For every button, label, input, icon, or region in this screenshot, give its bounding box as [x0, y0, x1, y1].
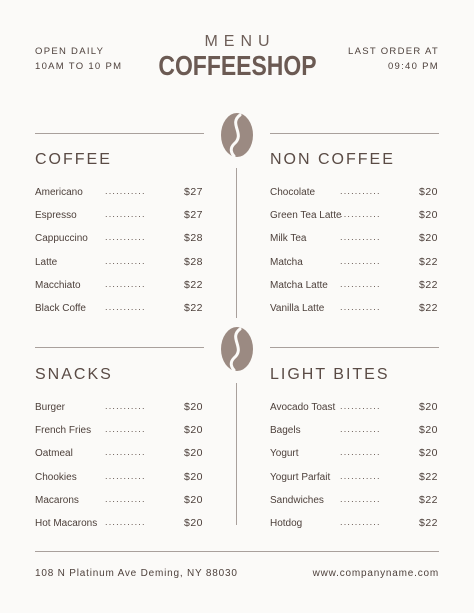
menu-item-name: Matcha Latte — [270, 279, 328, 291]
menu-item-price: $20 — [184, 401, 204, 413]
menu-item-price: $20 — [419, 186, 439, 198]
dotted-leader: ........... — [340, 186, 381, 196]
menu-item-name: Milk Tea — [270, 233, 307, 245]
dotted-leader: ........... — [105, 209, 146, 220]
menu-item-name: Espresso — [35, 210, 77, 222]
menu-item-price: $27 — [184, 186, 204, 198]
divider-line — [35, 347, 204, 348]
menu-item-price: $22 — [419, 302, 439, 314]
menu-heading: MENU — [204, 33, 276, 50]
menu-item-price: $20 — [419, 447, 439, 460]
dotted-leader: ........... — [105, 470, 146, 481]
menu-item-price: $20 — [184, 493, 204, 506]
last-order — [348, 44, 439, 74]
menu-item-name: Green Tea Latte — [270, 210, 342, 222]
dotted-leader: ........... — [105, 302, 146, 312]
menu-item-name: Hot Macarons — [35, 518, 98, 529]
menu-item-price: $22 — [419, 517, 439, 529]
divider-line — [35, 133, 204, 134]
dotted-leader: ........... — [340, 302, 381, 312]
menu-item-name: Latte — [35, 256, 58, 268]
menu-item-price: $22 — [184, 302, 204, 314]
menu-item-price: $22 — [419, 278, 439, 291]
column-divider — [236, 168, 237, 318]
menu-item-price: $20 — [419, 424, 439, 437]
website-link[interactable]: www.companyname.com — [312, 568, 439, 579]
dotted-leader: ........... — [340, 470, 381, 481]
menu-item-name: Cappuccino — [35, 233, 88, 245]
dotted-leader: ........... — [340, 209, 381, 220]
section-title-non-coffee: NON COFFEE — [270, 151, 395, 168]
dotted-leader: ........... — [105, 424, 146, 435]
open-daily-text: OPEN DAILY — [35, 46, 105, 57]
menu-item-price: $28 — [184, 255, 204, 268]
coffee-bean-icon — [220, 326, 254, 372]
dotted-leader: ........... — [105, 278, 146, 289]
open-hours-text: 10AM TO 10 PM — [35, 61, 123, 72]
address-text: 108 N Platinum Ave Deming, NY 88030 — [35, 568, 238, 579]
dotted-leader: ........... — [105, 255, 146, 266]
menu-item-name: Chookies — [35, 471, 77, 483]
menu-item-price: $20 — [184, 424, 204, 437]
dotted-leader: ........... — [340, 255, 381, 266]
last-order-time: 09:40 PM — [387, 61, 439, 72]
coffee-bean-icon — [220, 112, 254, 158]
menu-item-name: Sandwiches — [270, 494, 324, 506]
dotted-leader: ........... — [105, 186, 146, 196]
menu-item-name: Matcha — [270, 256, 303, 268]
menu-item-name: Macchiato — [35, 279, 81, 291]
menu-item-name: Macarons — [35, 494, 79, 506]
section-title-coffee: COFFEE — [35, 151, 112, 168]
menu-item-name: French Fries — [35, 425, 92, 437]
divider-line — [270, 347, 439, 348]
menu-item-name: Hotdog — [270, 518, 303, 529]
menu-item-price: $20 — [419, 401, 439, 413]
dotted-leader: ........... — [340, 401, 381, 411]
dotted-leader: ........... — [340, 232, 381, 243]
menu-item-price: $22 — [184, 278, 204, 291]
last-order-label: LAST ORDER AT — [348, 46, 439, 57]
dotted-leader: ........... — [340, 447, 381, 458]
menu-item-price: $20 — [184, 470, 204, 483]
menu-item-name: Chocolate — [270, 187, 316, 198]
menu-item-price: $20 — [419, 232, 439, 245]
menu-item-name: Bagels — [270, 425, 301, 437]
menu-item-name: Vanilla Latte — [270, 303, 325, 314]
menu-item-price: $22 — [419, 470, 439, 483]
dotted-leader: ........... — [340, 517, 381, 527]
column-divider — [236, 383, 237, 525]
menu-item-price: $20 — [184, 447, 204, 460]
dotted-leader: ........... — [105, 447, 146, 458]
dotted-leader: ........... — [340, 278, 381, 289]
divider-line — [270, 133, 439, 134]
menu-item-name: Avocado Toast — [270, 402, 336, 413]
brand-title: COFFEESHOP — [157, 50, 317, 81]
dotted-leader: ........... — [105, 401, 146, 411]
menu-item-price: $20 — [184, 517, 204, 529]
menu-item-price: $28 — [184, 232, 204, 245]
dotted-leader: ........... — [105, 232, 146, 243]
menu-item-name: Burger — [35, 402, 66, 413]
menu-item-name: Yogurt Parfait — [270, 471, 331, 483]
menu-item-name: Oatmeal — [35, 448, 73, 460]
menu-item-price: $20 — [419, 209, 439, 222]
footer-divider — [35, 551, 439, 552]
section-title-light-bites: LIGHT BITES — [270, 366, 390, 383]
dotted-leader: ........... — [105, 493, 146, 504]
menu-item-name: Yogurt — [270, 448, 299, 460]
dotted-leader: ........... — [105, 517, 146, 527]
dotted-leader: ........... — [340, 424, 381, 435]
menu-item-name: Black Coffe — [35, 303, 86, 314]
dotted-leader: ........... — [340, 493, 381, 504]
menu-item-name: Americano — [35, 187, 83, 198]
menu-item-price: $27 — [184, 209, 204, 222]
menu-item-price: $22 — [419, 255, 439, 268]
menu-item-price: $22 — [419, 493, 439, 506]
section-title-snacks: SNACKS — [35, 366, 113, 383]
